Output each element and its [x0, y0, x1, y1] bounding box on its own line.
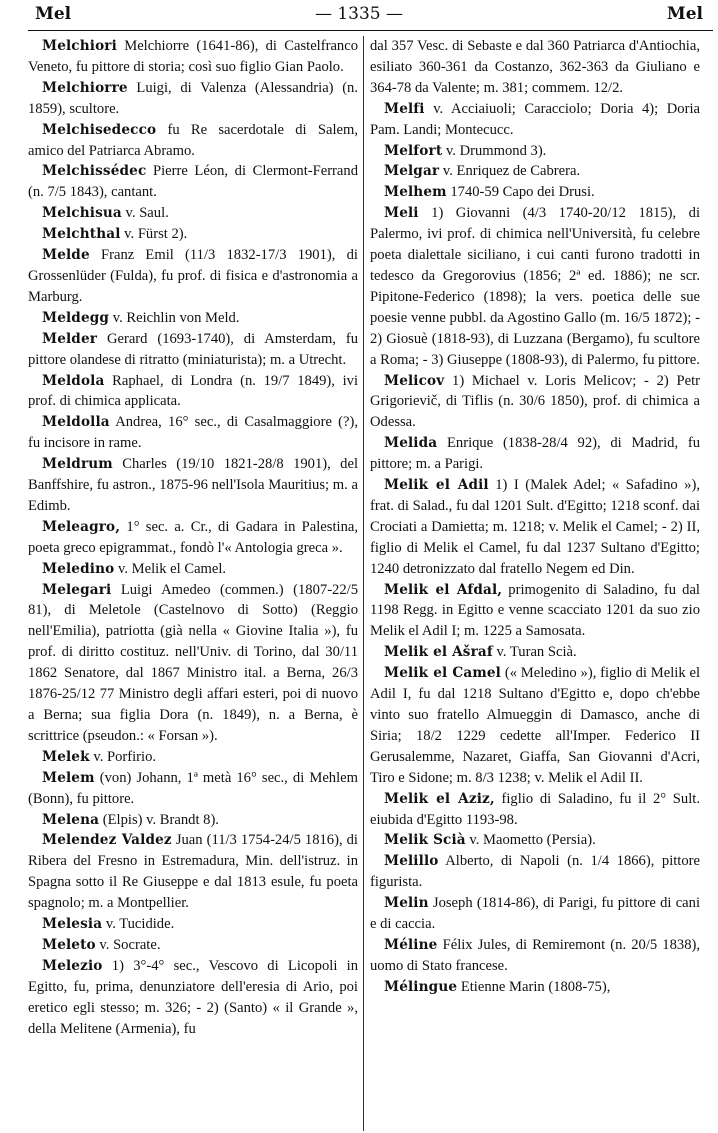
entry-text: fu Re sacerdotale di Salem, amico del Patriarca Abramo. [28, 121, 358, 159]
entry-text: 1) Michael v. Loris Melicov; - 2) Petr Grigorievič, di Tiflis (n. 30/6 1850), prof. di chimica a Odessa. [370, 372, 700, 431]
dictionary-entry [28, 371, 358, 413]
entry-text: Charles (19/10 1821-28/8 1901), del Banffshire, fu astron., 1875-96 nell'Isola Mauritius; m. a Edimb. [28, 456, 358, 514]
dictionary-entry [28, 245, 358, 308]
entry-text: primogenito di Saladino, fu dal 1198 Regg. in Egitto e venne scacciato 1201 da suo zio Melik el Adil I; m. 1225 a Samosata. [370, 581, 700, 640]
dictionary-entry [28, 517, 358, 559]
entry-text: v. Acciaiuoli; Caracciolo; Doria 4); Doria Pam. Landi; Montecucc. [370, 100, 700, 138]
entry-headword: Melem [42, 769, 95, 786]
page-number: — 1335 — [314, 4, 404, 24]
dictionary-entry [370, 182, 700, 203]
entry-headword: Melik Scià [384, 832, 466, 849]
entry-text: v. Maometto (Persia). [469, 832, 596, 849]
entry-headword: Meleto [42, 936, 96, 953]
entry-headword: Melek [42, 748, 90, 765]
header-rule [28, 30, 713, 31]
dictionary-entry [28, 768, 358, 810]
dictionary-entry [370, 935, 700, 977]
entry-text: 1) I (Malek Adel; « Safadino »), frat. di Salad., fu dal 1201 Sult. d'Egitto; 1218 sconf. dai Crociati a Damietta; m. 1218; v. Melik el Camel; - 2) II, figlio di Melik el Camel, fu dal 1237 Sultano d'Egitto; 1240 detronizzato dal fratello Negem ed Din. [370, 477, 700, 577]
entry-headword: Melchiorre [42, 79, 128, 96]
entry-text: 1) Giovanni (4/3 1740-20/12 1815), di Palermo, ivi prof. di chimica nell'Università, fu celebre poeta dialettale siciliano, i cui canti furono tradotti in tedesco da Gregorovius (1856; 2ª ed. 1886); ne scr. Pipitone-Federico (1898); la vers. poetica delle sue poesie venne pubbl. da Agostino Gallo (m. 16/5 1872); - 2) Giosuè (1818-93), di Luzzana (Bergamo), fu scultore a Roma; - 3) Giuseppe (1808-93), di Palermo, fu pittore. [370, 205, 700, 368]
dictionary-entry [28, 224, 358, 245]
dictionary-entry [370, 36, 700, 99]
dictionary-entry [28, 203, 358, 224]
entry-text: v. Turan Scià. [496, 644, 577, 661]
dictionary-entry [370, 580, 700, 643]
entry-text: Raphael, di Londra (n. 19/7 1849), ivi prof. di chimica applicata. [28, 372, 358, 410]
entry-text: Luigi Amedeo (commen.) (1807-22/5 81), di Meletole (Castelnovo di Sotto) (Reggio nell'Emilia), patriotta (già nella « Giovine Italia »), fu prof. di diritto costituz. nell'Univ. di Torino, dal 30/11 1862 Senatore, dal 1867 Ministro ital. a Berna, 26/3 1876-25/12 77 Ministro degli affari esteri, poi di nuovo a Berna; sua figlia Dora (n. 1849), n. a Berna, è scrittrice (pseudon.: « Forsan »). [28, 581, 358, 744]
entry-text: Luigi, di Valenza (Alessandria) (n. 1859), scultore. [28, 79, 358, 117]
dictionary-entry [370, 851, 700, 893]
entry-headword: Melezio [42, 957, 103, 974]
dictionary-entry [370, 789, 700, 831]
entry-text: v. Fürst 2). [124, 226, 188, 243]
entry-headword: Melchisua [42, 205, 122, 222]
entry-headword: Melegari [42, 581, 112, 598]
right-column [370, 36, 700, 1133]
entry-text: 1° sec. a. Cr., di Gadara in Palestina, poeta greco epigrammat., fondò l'« Antologia greca ». [28, 518, 358, 556]
entry-text: v. Saul. [125, 205, 169, 222]
entry-text: v. Reichlin von Meld. [112, 309, 240, 326]
entry-headword: Melik el Adil [384, 477, 489, 494]
entry-headword: Melchissédec [42, 163, 147, 180]
dictionary-entry [370, 161, 700, 182]
entry-headword: Melendez Valdez [42, 832, 172, 849]
dictionary-entry [28, 36, 358, 78]
dictionary-entry [28, 935, 358, 956]
dictionary-entry [370, 203, 700, 370]
entry-text: Etienne Marin (1808-75), [460, 978, 611, 995]
dictionary-entry [28, 830, 358, 914]
dictionary-entry [28, 308, 358, 329]
entry-headword: Melhem [384, 184, 447, 201]
entry-text: Joseph (1814-86), di Parigi, fu pittore di cani e di caccia. [370, 895, 700, 933]
entry-text: v. Enriquez de Cabrera. [442, 163, 581, 180]
entry-headword: Melder [42, 330, 98, 347]
column-divider [363, 36, 364, 1131]
entry-text: v. Melik el Camel. [118, 560, 227, 577]
entry-text: v. Porfirio. [93, 748, 157, 765]
page-header [0, 0, 718, 30]
dictionary-entry [370, 893, 700, 935]
dictionary-entry [370, 977, 700, 998]
dictionary-entry [28, 810, 358, 831]
entry-text: (« Meledino »), figlio di Melik el Adil I, fu dal 1218 Sultano d'Egitto e, dopo ch'ebbe vinto suo fratello Almueggin di Damasco, anche di Siria; 18/2 1229 cedette all'Imper. Federico II Gerusalemme, Nazaret, Giaffa, San Giovanni d'Acri, Tiro e Sidone; m. 8/3 1238; v. Melik el Adil II. [370, 665, 700, 786]
dictionary-entry [28, 329, 358, 371]
entry-headword: Melfi [384, 100, 425, 117]
running-head-right: Mel [666, 4, 703, 24]
dictionary-entry [28, 580, 358, 747]
dictionary-entry [370, 475, 700, 580]
entry-headword: Meldegg [42, 309, 110, 326]
entry-text: (von) Johann, 1ª metà 16° sec., di Mehlem (Bonn), fu pittore. [28, 769, 358, 807]
entry-headword: Meldola [42, 372, 105, 389]
entry-headword: Melchiori [42, 38, 117, 54]
entry-text: 1740-59 Capo dei Drusi. [450, 184, 595, 201]
entry-headword: Melida [384, 435, 438, 452]
entry-headword: Méline [384, 936, 438, 953]
dictionary-entry [28, 412, 358, 454]
entry-headword: Melchisedecco [42, 121, 157, 138]
dictionary-entry [28, 120, 358, 162]
entry-text: Alberto, di Napoli (n. 1/4 1866), pittore figurista. [370, 853, 700, 891]
entry-headword: Meldolla [42, 414, 110, 431]
entry-text: Pierre Léon, di Clermont-Ferrand (n. 7/5 1843), cantant. [28, 163, 358, 201]
entry-headword: Melicov [384, 372, 445, 389]
entry-headword: Meldrum [42, 456, 113, 473]
entry-text: figlio di Saladino, fu il 2° Sult. eiubida d'Egitto 1193-98. [370, 790, 700, 828]
left-column [28, 36, 358, 1133]
entry-headword: Melfort [384, 142, 443, 159]
dictionary-entry [28, 559, 358, 580]
dictionary-entry [28, 914, 358, 935]
entry-headword: Meleagro, [42, 518, 121, 535]
entry-headword: Melchthal [42, 226, 121, 243]
entry-headword: Melin [384, 895, 429, 912]
entry-text: Enrique (1838-28/4 92), di Madrid, fu pittore; m. a Parigi. [370, 435, 700, 473]
dictionary-entry [370, 642, 700, 663]
entry-text: Melchiorre (1641-86), di Castelfranco Veneto, fu pittore di storia; così suo figlio Gian Paolo. [28, 38, 358, 75]
entry-text: Gerard (1693-1740), di Amsterdam, fu pittore olandese di ritratto (miniaturista); m. a Utrecht. [28, 330, 358, 368]
entry-headword: Melgar [384, 163, 440, 180]
entry-text: v. Drummond 3). [445, 142, 547, 159]
dictionary-entry [370, 830, 700, 851]
entry-text: Andrea, 16° sec., di Casalmaggiore (?), fu incisore in rame. [28, 414, 358, 452]
entry-headword: Melik el Camel [384, 665, 501, 682]
dictionary-entry [370, 371, 700, 434]
entry-text: v. Socrate. [99, 936, 161, 953]
entry-text: (Elpis) v. Brandt 8). [102, 811, 219, 828]
entry-headword: Melesia [42, 916, 103, 933]
dictionary-entry [28, 454, 358, 517]
running-head-left: Mel [35, 4, 72, 24]
entry-text: v. Tucidide. [105, 916, 175, 933]
entry-headword: Melena [42, 811, 100, 828]
entry-headword: Melik el Aziz, [384, 790, 495, 807]
dictionary-entry [370, 433, 700, 475]
dictionary-entry [28, 161, 358, 203]
entry-headword: Meli [384, 205, 419, 222]
dictionary-entry [370, 663, 700, 788]
entry-text: Félix Jules, di Remiremont (n. 20/5 1838), uomo di Stato francese. [370, 936, 700, 974]
entry-text: 1) 3°-4° sec., Vescovo di Licopoli in Egitto, fu, prima, denunziatore dell'eresia di Ario, poi eretico egli stesso; m. 326; - 2) (Santo) « il Grande », della Melitene (Armenia), fu [28, 957, 358, 1037]
dictionary-entry [370, 141, 700, 162]
entry-text: Juan (11/3 1754-24/5 1816), di Ribera del Fresno in Estremadura, Min. dell'istruz. in Spagna sotto il Re Giuseppe e dal 1813 esule, fu poeta spagnolo; m. a Montpellier. [28, 832, 358, 912]
entry-headword: Melde [42, 247, 90, 264]
dictionary-entry [370, 99, 700, 141]
dictionary-entry [28, 78, 358, 120]
entry-headword: Melik el Ašraf [384, 644, 493, 661]
dictionary-entry [28, 747, 358, 768]
entry-text: dal 357 Vesc. di Sebaste e dal 360 Patriarca d'Antiochia, esiliato 360-361 da Costanzo, 362-363 da Giuliano e 364-78 da Valente; m. 381; commem. 12/2. [370, 38, 700, 96]
entry-headword: Melillo [384, 853, 439, 870]
entry-headword: Melik el Afdal, [384, 581, 503, 598]
entry-headword: Mélingue [384, 978, 458, 995]
dictionary-entry [28, 956, 358, 1040]
entry-text: Franz Emil (11/3 1832-17/3 1901), di Grossenlüder (Fulda), fu prof. di fisica e d'astronomia a Marburg. [28, 247, 358, 305]
entry-headword: Meledino [42, 560, 115, 577]
